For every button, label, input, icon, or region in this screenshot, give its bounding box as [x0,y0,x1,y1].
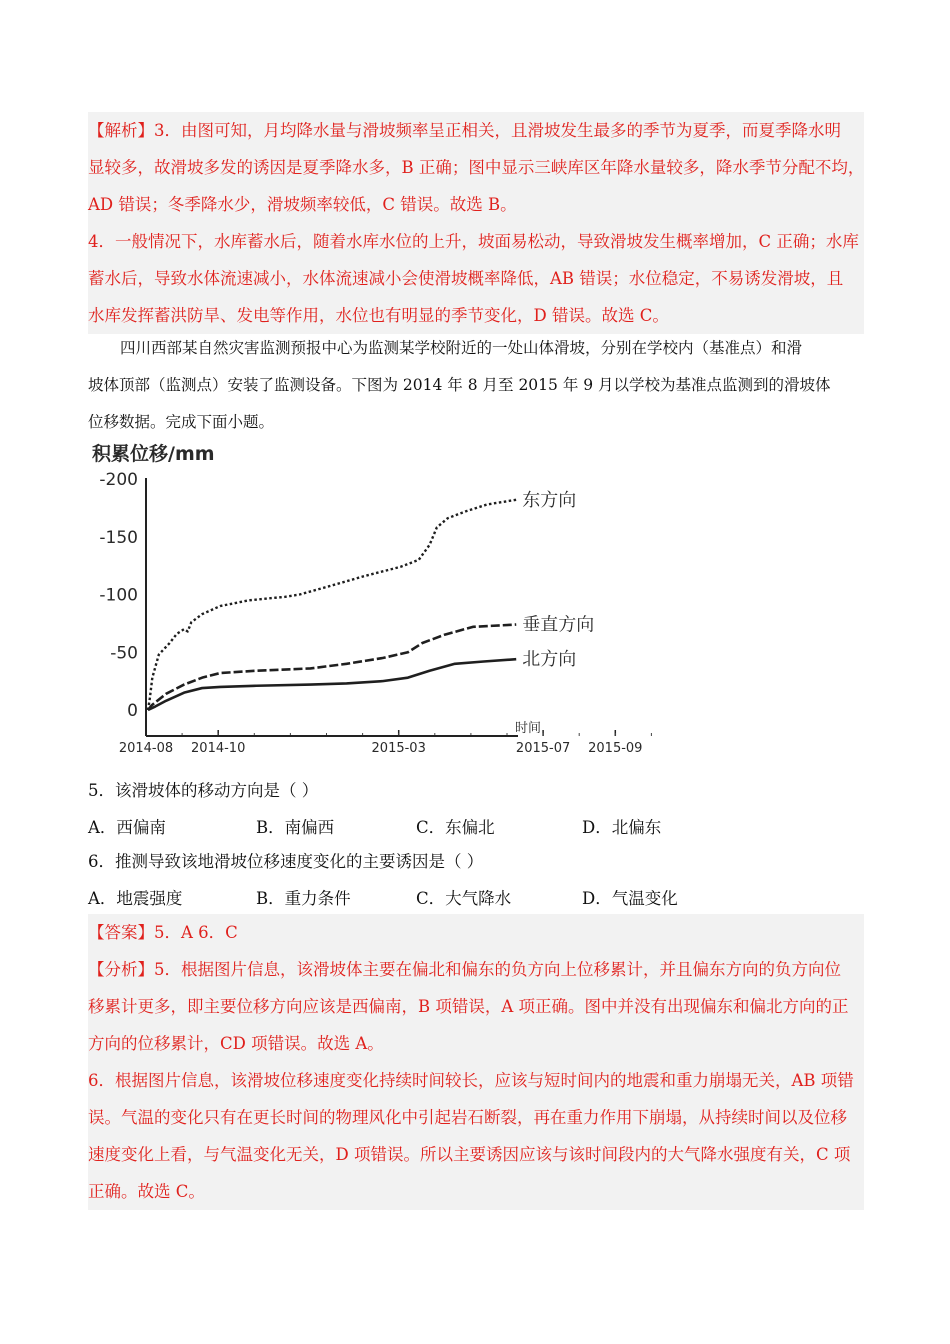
text-line: 误。气温的变化只有在更长时间的物理风化中引起岩石断裂，再在重力作用下崩塌，从持续时间以及位移 [88,1108,847,1127]
x-tick-label: 2015-07 [515,741,571,756]
text-line: 显较多，故滑坡多发的诱因是夏季降水多，B 正确；图中显示三峡库区年降水量较多，降水季节分配不均， [88,158,865,177]
options-row [88,880,864,917]
text-line: 蓄水后，导致水体流速减小，水体流速减小会使滑坡概率降低，AB 错误；水位稳定，不易诱发滑坡，且 [88,269,844,288]
text-line: 移累计更多，即主要位移方向应该是西偏南，B 项错误，A 项正确。图中并没有出现偏东和偏北方向的正 [88,997,849,1016]
series-label: 北方向 [522,649,577,671]
y-tick-label: -50 [110,643,138,664]
options-row [88,809,864,846]
y-axis-label: 积累位移/mm [92,443,215,465]
answer-line: 【答案】5．A 6．C [88,923,238,942]
y-ticks [99,470,138,721]
series-group [148,490,594,710]
series-label: 东方向 [522,489,577,511]
y-tick-label: -100 [99,585,138,606]
question-stem: 6．推测导致该地滑坡位移速度变化的主要诱因是（ ） [88,852,484,871]
question-5 [88,772,864,846]
option-a[interactable]: A．地震强度 [88,889,183,908]
y-tick-label: 0 [127,701,138,721]
y-tick-label: -150 [99,527,138,548]
series-line [148,625,516,710]
question-intro [88,330,864,441]
question-6 [88,843,864,917]
x-ticks [119,730,652,756]
option-c[interactable]: C．东偏北 [416,818,495,837]
question-stem: 5．该滑坡体的移动方向是（ ） [88,781,319,800]
analysis-block-2 [88,914,864,1210]
x-tick-label: 2014-08 [118,741,174,756]
text-line: 水库发挥蓄洪防旱、发电等作用，水位也有明显的季节变化，D 错误。故选 C。 [88,306,669,325]
text-line: AD 错误；冬季降水少，滑坡频率较低，C 错误。故选 B。 [88,195,517,214]
text-line: 6．根据图片信息，该滑坡位移速度变化持续时间较长，应该与短时间内的地震和重力崩塌无关，AB 项错 [88,1071,854,1090]
x-tick-label: 2015-09 [588,741,643,756]
text-line: 【分析】5．根据图片信息，该滑坡体主要在偏北和偏东的负方向上位移累计，并且偏东方向的负方向位 [88,960,841,979]
option-b[interactable]: B．南偏西 [256,818,335,837]
text-line: 坡体顶部（监测点）安装了监测设备。下图为 2014 年 8 月至 2015 年 9 月以学校为基准点监测到的滑坡体 [88,376,831,394]
text-line: 正确。故选 C。 [88,1182,205,1201]
analysis-block-1 [88,112,864,334]
option-b[interactable]: B．重力条件 [256,889,351,908]
x-tick-label: 2015-03 [371,741,426,756]
text-line: 位移数据。完成下面小题。 [88,413,275,431]
option-c[interactable]: C．大气降水 [416,889,512,908]
option-a[interactable]: A．西偏南 [88,818,166,837]
text-line: 方向的位移累计，CD 项错误。故选 A。 [88,1034,384,1053]
text-line: 4．一般情况下，水库蓄水后，随着水库水位的上升，坡面易松动，导致滑坡发生概率增加，C 正确；水库 [88,232,859,251]
text-line: 【解析】3．由图可知，月均降水量与滑坡频率呈正相关，且滑坡发生最多的季节为夏季，而夏季降水明 [88,121,841,140]
text-line: 速度变化上看，与气温变化无关，D 项错误。所以主要诱因应该与该时间段内的大气降水强度有关，C 项 [88,1145,851,1164]
x-axis-label: 时间 [515,721,542,736]
displacement-chart [88,438,643,763]
option-d[interactable]: D．气温变化 [582,889,678,908]
y-tick-label: -200 [99,470,138,490]
x-tick-label: 2014-10 [191,741,246,756]
series-label: 垂直方向 [522,614,595,636]
text-line: 四川西部某自然灾害监测预报中心为监测某学校附近的一处山体滑坡，分别在学校内（基准点）和滑 [120,339,803,357]
option-d[interactable]: D．北偏东 [582,818,662,837]
